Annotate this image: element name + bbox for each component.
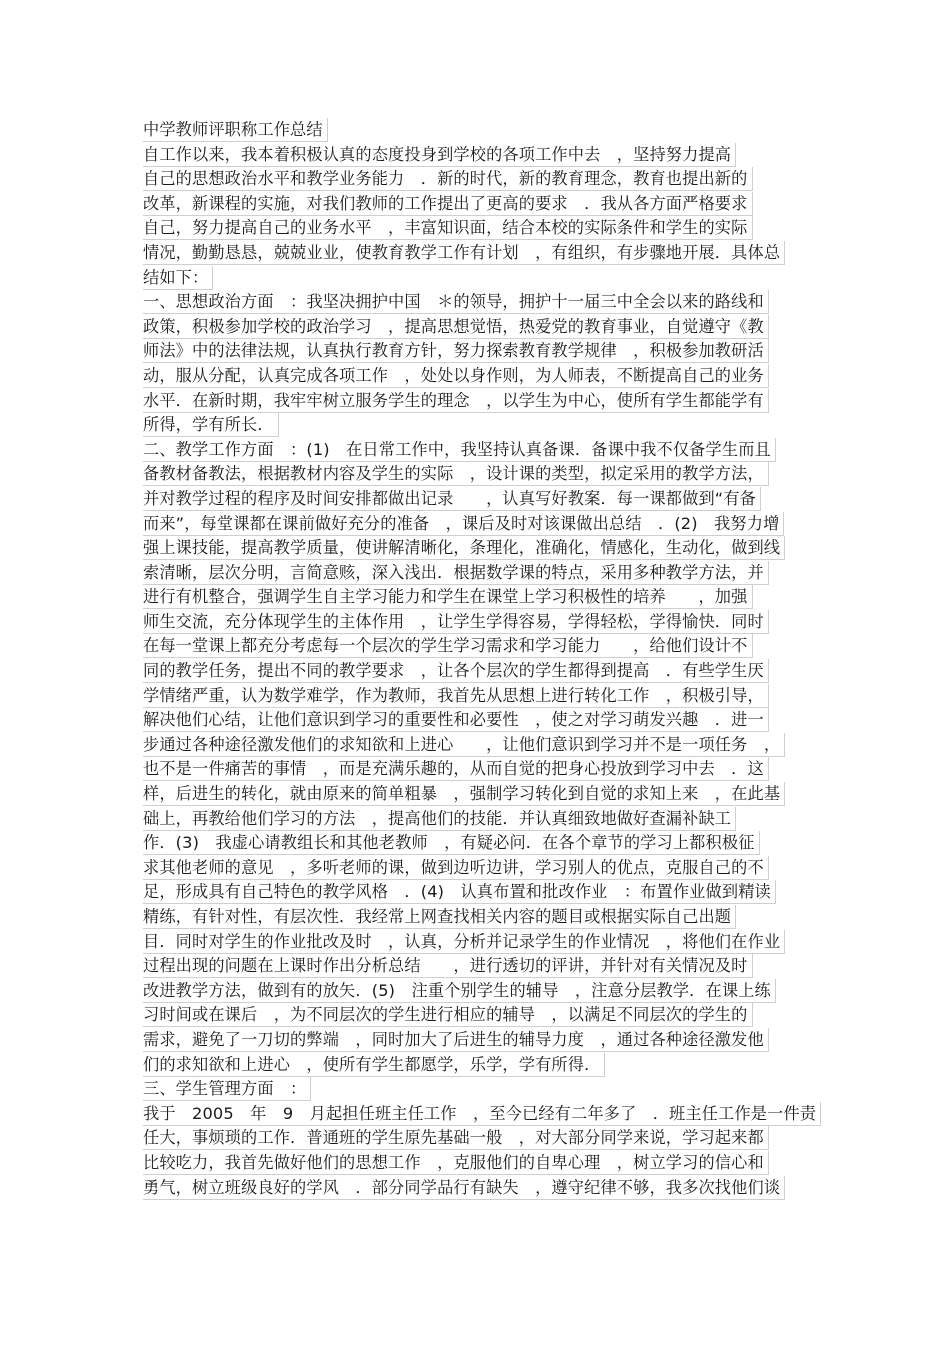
text-line: 足，形成具有自己特色的教学风格 ．(4) 认真布置和批改作业 ：布置作业做到精读: [143, 880, 813, 905]
text-line: 并对教学过程的程序及时间安排都做出记录 ，认真写好教案．每一课都做到“有备: [143, 487, 813, 512]
document-body: [143, 118, 817, 1200]
text-line: 样，后进生的转化，就由原来的简单粗暴 ，强制学习转化到自觉的求知上来 ，在此基: [143, 782, 813, 807]
text-line: 改革，新课程的实施，对我们教师的工作提出了更高的要求 ．我从各方面严格要求: [143, 192, 813, 217]
text-line: 自己，努力提高自己的业务水平 ，丰富知识面，结合本校的实际条件和学生的实际: [143, 216, 813, 241]
text-line: 水平．在新时期，我牢牢树立服务学生的理念 ，以学生为中心，使所有学生都能学有: [143, 389, 813, 414]
text-line: 过程出现的问题在上课时作出分析总结 ，进行透切的评讲，并针对有关情况及时: [143, 954, 813, 979]
text-line: 一、思想政治方面 ：我坚决拥护中国 ＊的领导，拥护十一届三中全会以来的路线和: [143, 290, 813, 315]
text-line: 础上，再教给他们学习的方法 ，提高他们的技能．并认真细致地做好查漏补缺工: [143, 807, 813, 832]
text-line: 自己的思想政治水平和教学业务能力 ．新的时代，新的教育理念，教育也提出新的: [143, 167, 813, 192]
text-line: 作．(3) 我虚心请教组长和其他老教师 ，有疑必问．在各个章节的学习上都积极征: [143, 831, 813, 856]
text-line: 自工作以来，我本着积极认真的态度投身到学校的各项工作中去 ，坚持努力提高: [143, 143, 813, 168]
text-line: 所得，学有所长．: [143, 413, 813, 438]
text-line: 我于 2005 年 9 月起担任班主任工作 ，至今已经有二年多了 ．班主任工作是一件责: [143, 1102, 813, 1127]
text-line: 目．同时对学生的作业批改及时 ，认真，分析并记录学生的作业情况 ，将他们在作业: [143, 930, 813, 955]
text-line: 步通过各种途径激发他们的求知欲和上进心 ，让他们意识到学习并不是一项任务 ，: [143, 733, 813, 758]
text-line: 情况，勤勤恳恳，兢兢业业，使教育教学工作有计划 ，有组织，有步骤地开展．具体总: [143, 241, 813, 266]
text-line: 同的教学任务，提出不同的教学要求 ，让各个层次的学生都得到提高 ．有些学生厌: [143, 659, 813, 684]
text-line: 求其他老师的意见 ，多听老师的课，做到边听边讲，学习别人的优点，克服自己的不: [143, 856, 813, 881]
text-line: 需求，避免了一刀切的弊端 ，同时加大了后进生的辅导力度 ，通过各种途径激发他: [143, 1028, 813, 1053]
text-line: 强上课技能，提高教学质量，使讲解清晰化，条理化，准确化，情感化，生动化，做到线: [143, 536, 813, 561]
text-line: 政策，积极参加学校的政治学习 ，提高思想觉悟，热爱党的教育事业，自觉遵守《教: [143, 315, 813, 340]
document-lines: [143, 143, 817, 1201]
text-line: 索清晰，层次分明，言简意赅，深入浅出．根据数学课的特点，采用多种教学方法，并: [143, 561, 813, 586]
text-line: 勇气，树立班级良好的学风 ．部分同学品行有缺失 ，遵守纪律不够，我多次找他们谈: [143, 1176, 813, 1201]
text-line: 比较吃力，我首先做好他们的思想工作 ，克服他们的自卑心理 ，树立学习的信心和: [143, 1151, 813, 1176]
text-line: 结如下：: [143, 266, 813, 291]
text-line: 学情绪严重，认为数学难学，作为教师，我首先从思想上进行转化工作 ，积极引导，: [143, 684, 813, 709]
document-title: 中学教师评职称工作总结: [143, 118, 813, 143]
text-line: 在每一堂课上都充分考虑每一个层次的学生学习需求和学习能力 ，给他们设计不: [143, 634, 813, 659]
text-line: 二、教学工作方面 ：(1) 在日常工作中，我坚持认真备课．备课中我不仅备学生而且: [143, 438, 813, 463]
text-line: 也不是一件痛苦的事情 ，而是充满乐趣的，从而自觉的把身心投放到学习中去 ．这: [143, 757, 813, 782]
text-line: 师生交流，充分体现学生的主体作用 ，让学生学得容易，学得轻松，学得愉快．同时: [143, 610, 813, 635]
text-line: 而来”，每堂课都在课前做好充分的准备 ，课后及时对该课做出总结 ．(2) 我努力增: [143, 512, 813, 537]
text-line: 师法》中的法律法规，认真执行教育方针，努力探索教育教学规律 ，积极参加教研活: [143, 339, 813, 364]
text-line: 改进教学方法，做到有的放矢．(5) 注重个别学生的辅导 ，注意分层教学．在课上练: [143, 979, 813, 1004]
text-line: 任大，事烦琐的工作．普通班的学生原先基础一般 ，对大部分同学来说，学习起来都: [143, 1126, 813, 1151]
text-line: 三、学生管理方面 ：: [143, 1077, 813, 1102]
text-line: 精练，有针对性，有层次性．我经常上网查找相关内容的题目或根据实际自己出题: [143, 905, 813, 930]
text-line: 动，服从分配，认真完成各项工作 ，处处以身作则，为人师表，不断提高自己的业务: [143, 364, 813, 389]
text-line: 们的求知欲和上进心 ，使所有学生都愿学，乐学，学有所得．: [143, 1053, 813, 1078]
text-line: 备教材备教法，根据教材内容及学生的实际 ，设计课的类型，拟定采用的教学方法，: [143, 462, 813, 487]
text-line: 解决他们心结，让他们意识到学习的重要性和必要性 ，使之对学习萌发兴趣 ．进一: [143, 708, 813, 733]
text-line: 进行有机整合，强调学生自主学习能力和学生在课堂上学习积极性的培养 ，加强: [143, 585, 813, 610]
text-line: 习时间或在课后 ，为不同层次的学生进行相应的辅导 ，以满足不同层次的学生的: [143, 1003, 813, 1028]
